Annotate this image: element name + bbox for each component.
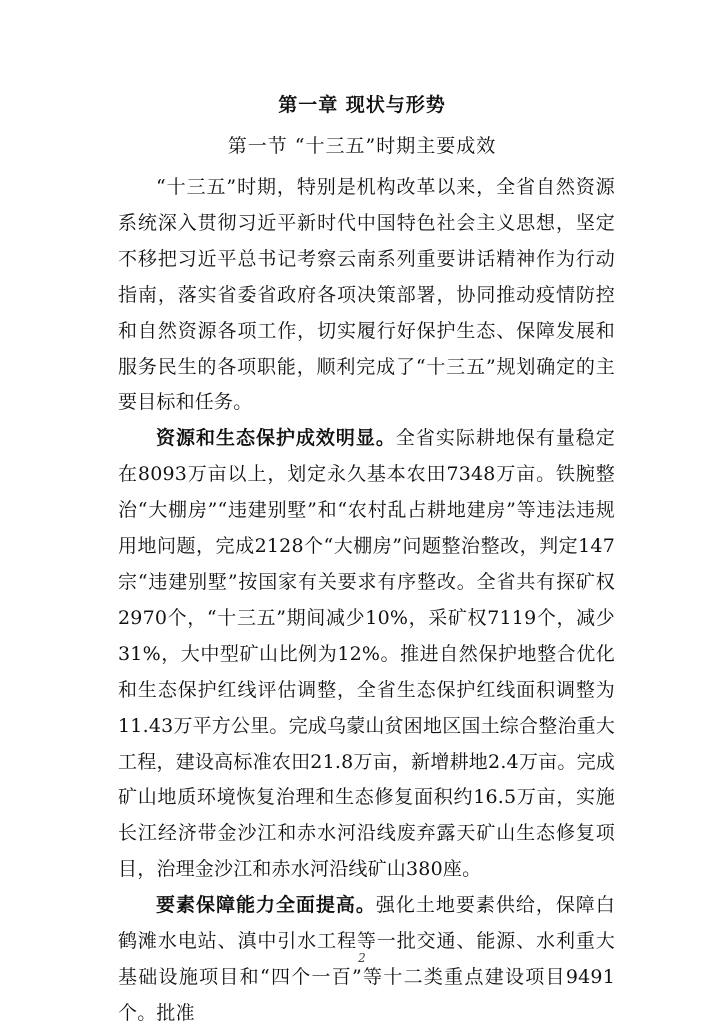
paragraph-text: 强化土地要素供给，保障白鹤滩水电站、滇中引水工程等一批交通、能源、水利重大基础设施项目和“四个一百”等十二类重点建设项目9491个。批准 bbox=[118, 894, 616, 1024]
page-number: 2 bbox=[358, 951, 366, 965]
paragraph-lead: 资源和生态保护成效明显。 bbox=[156, 427, 396, 450]
paragraph-lead: 要素保障能力全面提高。 bbox=[156, 894, 376, 917]
paragraph-text: 全省实际耕地保有量稳定在8093万亩以上，划定永久基本农田7348万亩。铁腕整治“大棚房”“违建别墅”和“农村乱占耕地建房”等违法违规用地问题，完成2128个“大棚房”问题整治整改，判定147宗“违建别墅”按国家有关要求有序整改。全省共有探矿权2970个，“十三五”期间减少10%，采矿权7119个，减少31%，大中型矿山比例为12%。推进自然保护地整合优化和生态保护红线评估调整，全省生态保护红线面积调整为11.43万平方公里。完成乌蒙山贫困地区国土综合整治重大工程，建设高标准农田21.8万亩，新增耕地2.4万亩。完成矿山地质环境恢复治理和生态修复面积约16.5万亩，实施长江经济带金沙江和赤水河沿线废弃露天矿山生态修复项目，治理金沙江和赤水河沿线矿山380座。 bbox=[118, 427, 615, 881]
chapter-title: 第一章 现状与形势 bbox=[278, 94, 446, 116]
section-title: 第一节 “十三五”时期主要成效 bbox=[227, 135, 497, 157]
paragraph-intro bbox=[118, 170, 615, 421]
body-text bbox=[118, 170, 615, 1032]
paragraph-text: “十三五”时期，特别是机构改革以来，全省自然资源系统深入贯彻习近平新时代中国特色社会主义思想，坚定不移把习近平总书记考察云南系列重要讲话精神作为行动指南，落实省委省政府各项决策部署，协同推动疫情防控和自然资源各项工作，切实履行好保护生态、保障发展和服务民生的各项职能，顺利完成了“十三五”规划确定的主要目标和任务。 bbox=[118, 176, 615, 414]
paragraph-resource-protection bbox=[118, 421, 615, 888]
